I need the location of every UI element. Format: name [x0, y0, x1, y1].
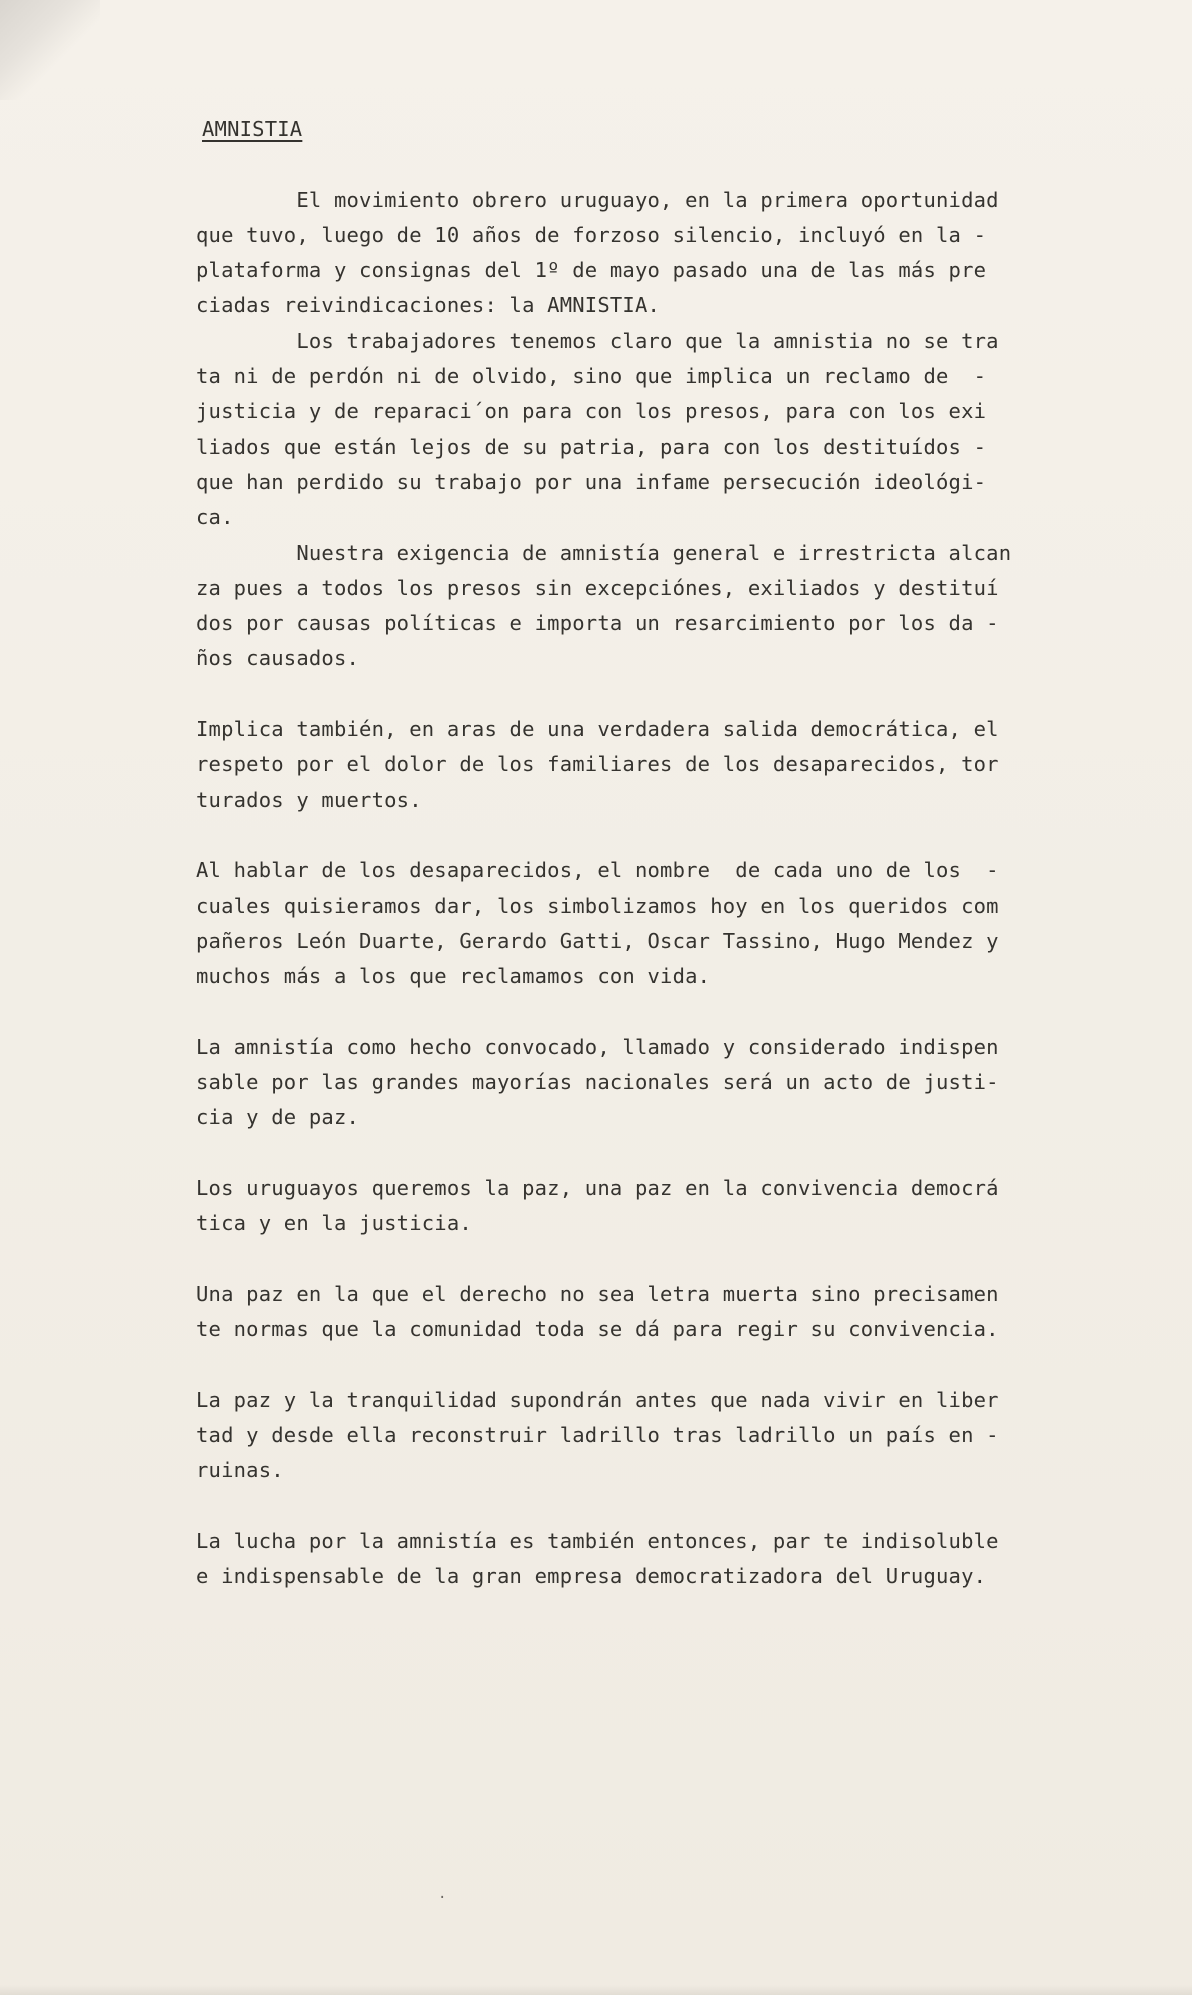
text-line: muchos más a los que reclamamos con vida.: [196, 964, 711, 989]
text-line: sable por las grandes mayorías nacionales será un acto de justi-: [196, 1070, 999, 1095]
text-line: cia y de paz.: [196, 1105, 360, 1130]
paragraph: [196, 1277, 1116, 1348]
paragraph: [196, 853, 1116, 994]
paragraph-gap: [196, 677, 1116, 712]
text-line: tica y en la justicia.: [196, 1211, 472, 1236]
text-line: Nuestra exigencia de amnistía general e irrestricta alcan: [196, 540, 1012, 565]
text-line: te normas que la comunidad toda se dá para regir su convivencia.: [196, 1317, 999, 1342]
text-line: ca.: [196, 505, 234, 530]
text-line: La amnistía como hecho convocado, llamado y considerado indispen: [196, 1034, 999, 1059]
text-line: justicia y de reparaci´on para con los presos, para con los exi: [196, 399, 987, 424]
page-bottom-edge: [0, 1985, 1192, 1995]
text-line: ruinas.: [196, 1458, 284, 1483]
paragraph-gap: [196, 1242, 1116, 1277]
text-line: Al hablar de los desaparecidos, el nombre de cada uno de los -: [196, 858, 999, 883]
paragraph: [196, 183, 1116, 324]
text-line: e indispensable de la gran empresa democratizadora del Uruguay.: [196, 1564, 987, 1589]
paragraph: [196, 1171, 1116, 1242]
paragraph: [196, 536, 1116, 677]
text-line: cuales quisieramos dar, los simbolizamos hoy en los queridos com: [196, 893, 999, 918]
paragraph: [196, 1524, 1116, 1595]
paragraph-gap: [196, 1347, 1116, 1382]
text-line: Los trabajadores tenemos claro que la amnistia no se tra: [196, 328, 999, 353]
text-line: turados y muertos.: [196, 787, 422, 812]
text-line: liados que están lejos de su patria, para con los destituídos -: [196, 434, 987, 459]
text-line: Una paz en la que el derecho no sea letra muerta sino precisamen: [196, 1281, 999, 1306]
text-line: plataforma y consignas del 1º de mayo pasado una de las más pre: [196, 258, 987, 283]
text-line: dos por causas políticas e importa un resarcimiento por los da -: [196, 611, 999, 636]
paragraph-gap: [196, 994, 1116, 1029]
text-line: Los uruguayos queremos la paz, una paz en la convivencia democrá: [196, 1175, 999, 1200]
paragraph-gap: [196, 818, 1116, 853]
document-body: [196, 183, 1116, 1595]
text-line: za pues a todos los presos sin excepciónes, exiliados y destituí: [196, 575, 999, 600]
paragraph: [196, 1030, 1116, 1136]
paragraph: [196, 1383, 1116, 1489]
paragraph-gap: [196, 1136, 1116, 1171]
text-line: que han perdido su trabajo por una infame persecución ideológi-: [196, 469, 987, 494]
paragraph-gap: [196, 1489, 1116, 1524]
text-line: pañeros León Duarte, Gerardo Gatti, Oscar Tassino, Hugo Mendez y: [196, 928, 999, 953]
text-line: El movimiento obrero uruguayo, en la primera oportunidad: [196, 187, 999, 212]
text-line: que tuvo, luego de 10 años de forzoso silencio, incluyó en la -: [196, 222, 987, 247]
text-line: ños causados.: [196, 646, 360, 671]
typed-document: [196, 112, 1116, 1594]
paragraph: [196, 324, 1116, 536]
text-line: ta ni de perdón ni de olvido, sino que implica un reclamo de -: [196, 364, 987, 389]
text-line: tad y desde ella reconstruir ladrillo tras ladrillo un país en -: [196, 1422, 999, 1447]
text-line: respeto por el dolor de los familiares de los desaparecidos, tor: [196, 752, 999, 777]
text-line: ciadas reivindicaciones: la AMNISTIA.: [196, 293, 661, 318]
stray-mark: ·: [438, 1890, 447, 1906]
text-line: Implica también, en aras de una verdadera salida democrática, el: [196, 717, 999, 742]
text-line: La paz y la tranquilidad supondrán antes que nada vivir en liber: [196, 1387, 999, 1412]
folded-corner: [0, 0, 100, 100]
text-line: La lucha por la amnistía es también entonces, par te indisoluble: [196, 1528, 999, 1553]
document-title: AMNISTIA: [202, 117, 303, 141]
paragraph: [196, 712, 1116, 818]
